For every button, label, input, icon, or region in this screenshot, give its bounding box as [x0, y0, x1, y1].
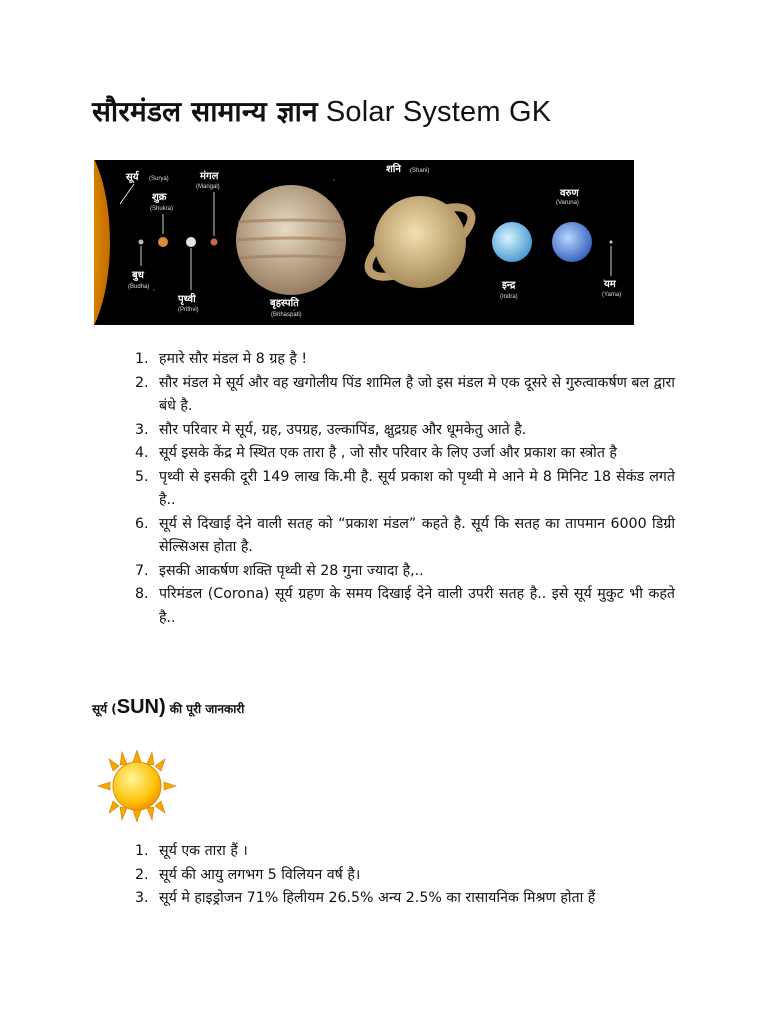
sun-facts-list — [135, 840, 675, 911]
label-budha-en: (Budha) — [128, 284, 150, 290]
list-item: 1. हमारे सौर मंडल मे 8 ग्रह है ! — [135, 351, 308, 367]
label-prithvi-en: (Prithvi) — [178, 307, 199, 313]
mercury-shape — [139, 240, 144, 245]
sun-icon — [96, 750, 178, 822]
planets-illustration — [94, 160, 634, 325]
label-brihaspati: बृहस्पति — [270, 298, 299, 309]
label-mangal: मंगल — [200, 171, 219, 182]
list-item: 4. सूर्य इसके केंद्र मे स्थित एक तारा है , जो सौर परिवार के लिए उर्जा और प्रकाश का स्त्रोत है — [135, 445, 617, 461]
mars-shape — [211, 239, 218, 246]
list-item: 3. सौर परिवार मे सूर्य, ग्रह, उपग्रह, उल्कापिंड, क्षुद्रग्रह और धूमकेतु आते है. — [135, 421, 527, 438]
title-hindi: सौरमंडल सामान्य ज्ञान — [92, 95, 318, 128]
title-english: Solar System GK — [325, 96, 552, 128]
label-shani: शनि — [386, 164, 401, 175]
list-item: 2. सूर्य की आयु लगभग 5 विलियन वर्ष है। — [135, 866, 361, 883]
list-item: 1. सूर्य एक तारा हैं । — [135, 843, 248, 859]
sun-section-heading: सूर्य (SUN) की पूरी जानकारी — [92, 696, 245, 718]
sun-shape — [94, 160, 110, 325]
label-indra-en: (Indra) — [500, 294, 518, 300]
label-mangal-en: (Mangal) — [196, 184, 220, 190]
label-yama-en: (Yama) — [602, 292, 622, 298]
label-varuna: वरुण — [560, 188, 579, 199]
label-prithvi: पृथ्वी — [178, 294, 196, 305]
uranus-shape — [492, 222, 532, 262]
label-varuna-en: (Varuna) — [556, 200, 579, 206]
list-item: 6. सूर्य से दिखाई देने वाली सतह को “प्रकाश मंडल” कहते है. सूर्य कि सतह का तापमान 6000 डिग्री सेल्सिअस होता है. — [135, 515, 675, 555]
label-shani-en: (Shani) — [410, 168, 430, 174]
label-budha: बुध — [132, 270, 144, 281]
label-surya-en: (Surya) — [149, 176, 169, 182]
label-surya: सूर्य — [126, 172, 139, 183]
label-brihaspati-en: (Brihaspati) — [271, 312, 302, 318]
label-yama: यम — [604, 279, 616, 290]
label-shukra-en: (Shukra) — [150, 206, 174, 212]
venus-shape — [158, 237, 168, 247]
earth-shape — [186, 237, 196, 247]
label-indra: इन्द्र — [502, 280, 516, 291]
list-item: 3. सूर्य मे हाइड्रोजन 71% हिलीयम 26.5% अन्य 2.5% का रासायनिक मिश्रण होता हैं — [135, 890, 596, 906]
solar-facts-list — [135, 348, 675, 630]
page-title — [92, 92, 551, 130]
list-item: 8. परिमंडल (Corona) सूर्य ग्रहण के समय दिखाई देने वाली उपरी सतह है.. इसे सूर्य मुकुट भी कहते है.. — [135, 586, 675, 626]
label-shukra: शुक्र — [152, 192, 167, 203]
list-item: 5. पृथ्वी से इसकी दूरी 149 लाख कि.मी है. सूर्य प्रकाश को पृथ्वी मे आने मे 8 मिनिट 18 सेकंड लगते है.. — [135, 468, 675, 508]
saturn-shape — [374, 196, 466, 288]
solar-system-image — [94, 160, 634, 325]
pluto-shape — [610, 241, 613, 244]
neptune-shape — [552, 222, 592, 262]
list-item: 7. इसकी आकर्षण शक्ति पृथ्वी से 28 गुना ज्यादा है,.. — [135, 562, 424, 579]
list-item: 2. सौर मंडल मे सूर्य और वह खगोलीय पिंड शामिल है जो इस मंडल मे एक दूसरे से गुरुत्वाकर्षण बल द्वारा बंधे है. — [135, 374, 675, 414]
